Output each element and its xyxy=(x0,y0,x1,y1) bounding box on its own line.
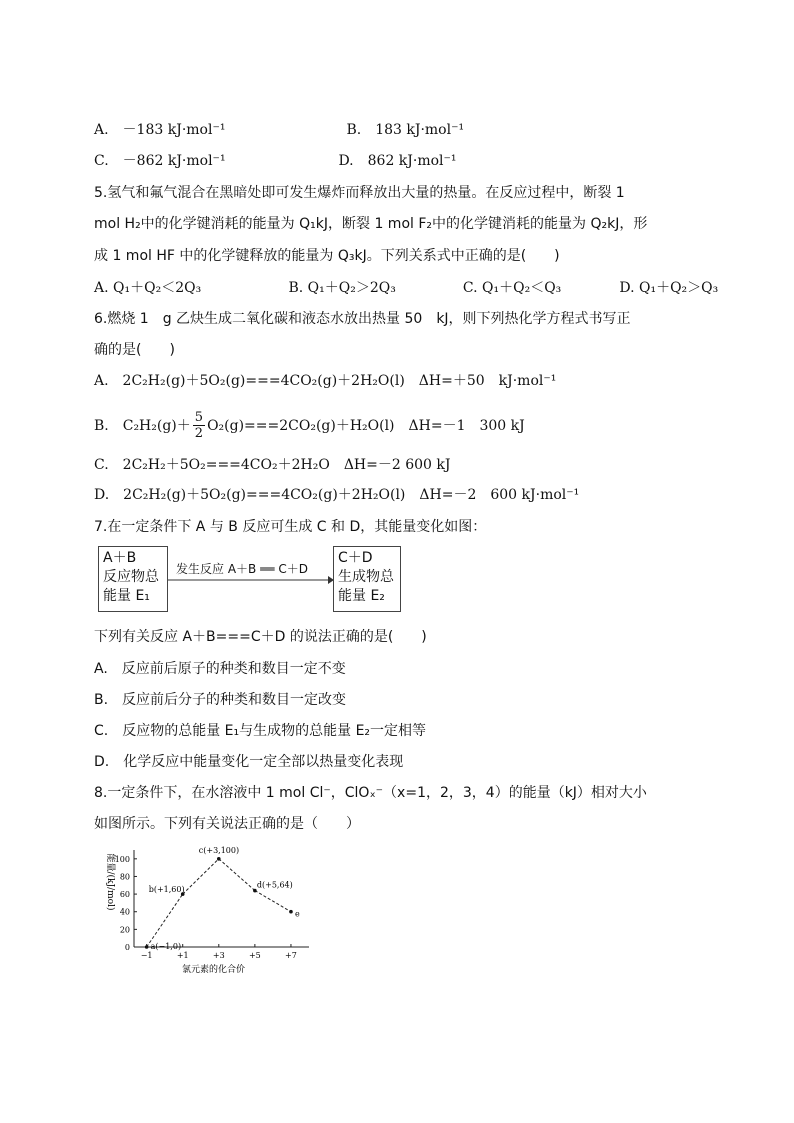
data-point xyxy=(145,945,149,949)
q7-reactant-line2: 反应物总 xyxy=(103,569,159,585)
q5-option-d: D. Q₁＋Q₂＞Q₃ xyxy=(619,280,719,296)
q7-option-a: A. 反应前后原子的种类和数目一定不变 xyxy=(94,661,346,677)
q7-product-line1: C＋D xyxy=(338,550,373,566)
q6-option-c: C. 2C₂H₂＋5O₂===4CO₂＋2H₂O ΔH=－2 600 kJ xyxy=(94,457,451,473)
q6-stem-line1: 6.燃烧 1 g 乙炔生成二氧化碳和液态水放出热量 50 kJ，则下列热化学方程式书写正 xyxy=(94,311,631,327)
q4-options-row2 xyxy=(94,151,457,171)
q7-product-box xyxy=(333,546,401,612)
q4-option-b: B. 183 kJ·mol⁻¹ xyxy=(346,122,465,138)
q5-option-c: C. Q₁＋Q₂＜Q₃ xyxy=(462,280,562,296)
data-point-label: a(−1,0) xyxy=(150,942,182,951)
data-point xyxy=(289,910,293,914)
q5-stem-line3: 成 1 mol HF 中的化学键释放的能量为 Q₃kJ。下列关系式中正确的是( ) xyxy=(94,248,560,264)
series-segment xyxy=(255,891,291,912)
q5-stem-line2: mol H₂中的化学键消耗的能量为 Q₁kJ，断裂 1 mol F₂中的化学键消耗的能量为 Q₂kJ，形 xyxy=(94,216,648,232)
q7-option-c: C. 反应物的总能量 E₁与生成物的总能量 E₂一定相等 xyxy=(94,723,427,739)
q7-arrow-label: 发生反应 A＋B ══ C＋D xyxy=(176,562,308,576)
q4-option-d: D. 862 kJ·mol⁻¹ xyxy=(338,153,457,169)
q8-energy-chart xyxy=(94,842,314,982)
y-tick-label: 20 xyxy=(119,925,130,935)
x-tick-label: +1 xyxy=(176,951,189,960)
q7-product-line3: 能量 E₂ xyxy=(338,588,385,604)
q7-product-line2: 生成物总 xyxy=(338,569,394,585)
y-tick-label: 60 xyxy=(119,890,130,900)
x-tick-label: +5 xyxy=(248,951,261,960)
data-point-label: d(+5,64) xyxy=(256,880,293,890)
series-segment xyxy=(183,859,219,894)
q5-option-b: B. Q₁＋Q₂＞2Q₃ xyxy=(288,280,396,296)
q4-options-row1 xyxy=(94,120,464,140)
q8-stem-line2: 如图所示。下列有关说法正确的是（ ） xyxy=(94,816,360,832)
q5-stem-line1: 5.氢气和氟气混合在黑暗处即可发生爆炸而释放出大量的热量。在反应过程中，断裂 1 xyxy=(94,185,625,201)
q4-option-a: A. －183 kJ·mol⁻¹ xyxy=(94,122,226,138)
q7-question: 下列有关反应 A＋B===C＋D 的说法正确的是( ) xyxy=(94,629,427,645)
data-point-label: c(+3,100) xyxy=(198,845,240,855)
q7-stem: 7.在一定条件下 A 与 B 反应可生成 C 和 D，其能量变化如图： xyxy=(94,519,487,535)
x-tick-label: −1 xyxy=(140,951,153,960)
q6-fraction-denominator: 2 xyxy=(194,426,204,441)
series-segment xyxy=(147,894,183,947)
y-tick-label: 80 xyxy=(119,872,130,882)
q7-reactant-line3: 能量 E₁ xyxy=(103,588,150,604)
x-tick-label: +3 xyxy=(212,951,225,960)
q4-option-c: C. －862 kJ·mol⁻¹ xyxy=(94,153,226,169)
y-tick-label: 40 xyxy=(119,907,130,917)
q6-option-a: A. 2C₂H₂(g)＋5O₂(g)===4CO₂(g)＋2H₂O(l) ΔH=＋50 kJ·mol⁻¹ xyxy=(94,373,557,389)
q5-option-a: A. Q₁＋Q₂＜2Q₃ xyxy=(94,280,202,296)
x-tick-label: +7 xyxy=(285,951,297,960)
q6-option-d: D. 2C₂H₂(g)＋5O₂(g)===4CO₂(g)＋2H₂O(l) ΔH=－2 600 kJ·mol⁻¹ xyxy=(94,487,580,503)
q6-option-b-prefix: B. C₂H₂(g)＋ xyxy=(94,417,191,434)
q7-arrow-icon xyxy=(168,574,334,586)
q6-option-b-suffix: O₂(g)===2CO₂(g)＋H₂O(l) ΔH=－1 300 kJ xyxy=(207,417,525,434)
q6-stem-line2: 确的是( ) xyxy=(94,342,175,358)
y-tick-label: 0 xyxy=(124,943,130,952)
q6-option-b xyxy=(94,410,525,441)
q6-fraction xyxy=(193,410,205,441)
data-point xyxy=(217,857,221,861)
series-segment xyxy=(219,859,255,891)
x-axis-label: 氯元素的化合价 xyxy=(181,965,246,975)
q7-reactant-line1: A＋B xyxy=(103,550,137,566)
y-axis-label: 能量/(kJ/mol) xyxy=(105,853,115,911)
q6-fraction-numerator: 5 xyxy=(194,410,204,425)
q7-option-b: B. 反应前后分子的种类和数目一定改变 xyxy=(94,692,347,708)
q7-option-d: D. 化学反应中能量变化一定全部以热量变化表现 xyxy=(94,754,404,770)
q8-stem-line1: 8.一定条件下，在水溶液中 1 mol Cl⁻，ClOₓ⁻（x=1，2，3，4）的能量（kJ）相对大小 xyxy=(94,785,647,801)
data-point-label: b(+1,60) xyxy=(148,885,185,895)
y-tick-label: 100 xyxy=(114,854,130,864)
q7-reactant-box xyxy=(98,546,168,612)
data-point-label: e xyxy=(294,909,300,919)
q5-options xyxy=(94,278,718,298)
